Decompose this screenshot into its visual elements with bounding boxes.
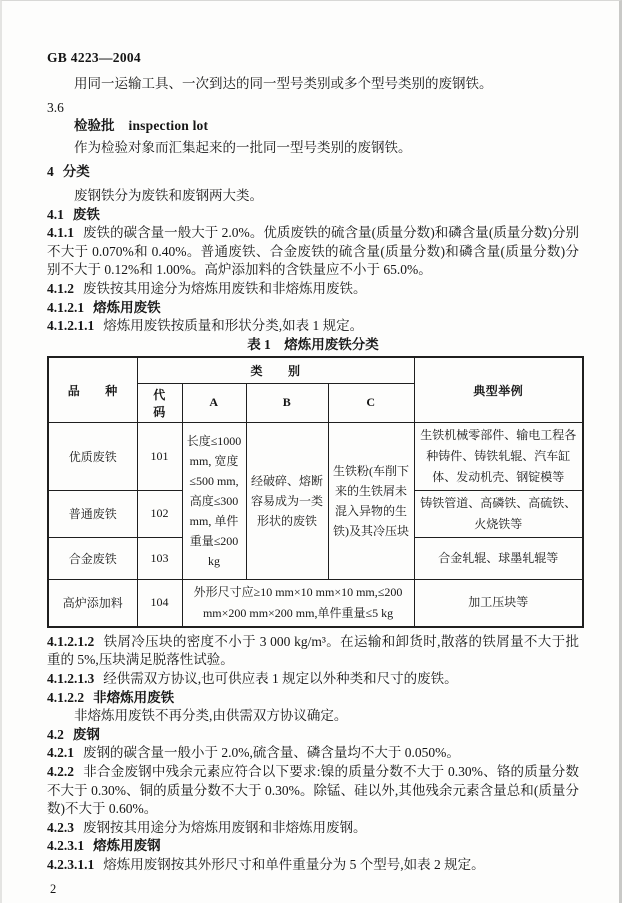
clause-number: 4 (47, 164, 54, 180)
page-content (2, 1, 619, 898)
row-104-size-spec: 外形尺寸应≥10 mm×10 mm×10 mm,≤200 mm×200 mm×200 mm,单件重量≤5 kg (182, 579, 414, 627)
table1-header-row-1 (48, 357, 583, 383)
heading-4-1-2-1-smelting-scrap-iron (47, 299, 579, 318)
table1-header-a: A (182, 383, 246, 422)
clause-number: 4.1.2.1.2 (47, 633, 95, 649)
clause-4-1-2-1-2 (47, 633, 579, 670)
term-title-cn: 检验批 (74, 118, 115, 134)
row-typical-examples: 生铁机械零部件、输电工程各种铸件、铸铁轧辊、汽车缸体、发动机壳、钢锭模等 (414, 422, 583, 490)
heading-title: 废铁 (72, 206, 100, 222)
clause-text: 废铁按其用途分为熔炼用废铁和非熔炼用废铁。 (83, 280, 367, 296)
standard-number: GB 4223—2004 (47, 50, 141, 65)
table1-header-variety: 品 种 (48, 357, 137, 422)
term-title-en: inspection lot (128, 118, 209, 134)
row-code: 102 (137, 490, 182, 537)
clause-number: 4.2.3.1 (47, 838, 85, 854)
clause-number: 4.1.2.1 (47, 299, 85, 315)
clause-number: 4.2 (47, 726, 64, 742)
clause-number: 4.1.2.1.3 (47, 671, 95, 686)
clause-4-2-1 (47, 744, 579, 763)
table-1-caption: 表 1 熔炼用废铁分类 (247, 336, 379, 352)
para-two-classes: 废钢铁分为废铁和废钢两大类。 (74, 187, 263, 203)
heading-4-2-scrap-steel (47, 726, 579, 745)
clause-number: 4.1.2 (47, 280, 74, 296)
clause-4-1-2 (47, 280, 579, 299)
table-row-blast-furnace-additive (48, 579, 583, 627)
table1-header-category: 类 别 (137, 357, 414, 383)
clause-text: 非合金废钢中残余元素应符合以下要求:镍的质量分数不大于 0.30%、铬的质量分数不大于 0.30%、铜的质量分数不大于 0.30%。除锰、硅以外,其他残余元素含量总和(质量分数)不大于 0.60%。 (47, 763, 579, 817)
para-delivery-definition: 用同一运输工具、一次到达的同一型号类别或多个型号类别的废钢铁。 (74, 76, 493, 91)
column-a-size-spec: 长度≤1000 mm, 宽度≤500 mm,高度≤300 mm, 单件重量≤200 kg (182, 422, 246, 579)
table1-header-b: B (246, 383, 328, 422)
row-code: 104 (137, 579, 182, 627)
clause-number: 4.2.3 (47, 819, 74, 835)
heading-title: 非熔炼用废铁 (93, 689, 175, 705)
clause-number: 4.1 (47, 206, 64, 222)
table1-header-typical-examples: 典型举例 (414, 357, 583, 422)
heading-4-classification (47, 163, 579, 182)
table-row-premium-scrap-iron (48, 422, 583, 490)
row-variety: 高炉添加料 (48, 579, 137, 627)
heading-title: 熔炼用废钢 (93, 838, 161, 854)
heading-4-2-3-1-smelting-scrap-steel (47, 837, 579, 856)
row-typical-examples: 铸铁管道、高磷铁、高硫铁、火烧铁等 (414, 490, 583, 537)
clause-4-1-2-1-3 (47, 670, 579, 689)
table1-header-code: 代 码 (137, 383, 182, 422)
term-inspection-lot (47, 117, 579, 136)
clause-text: 熔炼用废铁按质量和形状分类,如表 1 规定。 (103, 318, 364, 334)
clause-3-6-number: 3.6 (47, 99, 64, 115)
clause-text: 熔炼用废钢按其外形尺寸和单件重量分为 5 个型号,如表 2 规定。 (103, 856, 485, 872)
clause-text: 废钢的碳含量一般小于 2.0%,硫含量、磷含量均不大于 0.050%。 (83, 745, 460, 761)
clause-number: 4.1.1 (47, 225, 74, 241)
clause-4-2-3-1-1 (47, 856, 579, 875)
row-variety: 合金废铁 (48, 537, 137, 579)
row-typical-examples: 加工压块等 (414, 579, 583, 627)
row-code: 101 (137, 422, 182, 490)
row-variety: 优质废铁 (48, 422, 137, 490)
row-variety: 普通废铁 (48, 490, 137, 537)
clause-number: 4.1.2.2 (47, 689, 85, 705)
clause-text: 铁屑冷压块的密度不小于 3 000 kg/m³。在运输和卸货时,散落的铁屑量不大于批重的 5%,压块满足脱落性试验。 (47, 633, 579, 668)
table-1-smelting-scrap-iron-classification (47, 356, 584, 628)
heading-title: 废钢 (72, 726, 100, 742)
clause-number: 4.2.1 (47, 745, 74, 761)
clause-4-2-2 (47, 763, 579, 819)
clause-number: 4.2.3.1.1 (47, 856, 95, 872)
row-code: 103 (137, 537, 182, 579)
term-definition: 作为检验对象而汇集起来的一批同一型号类别的废钢铁。 (74, 139, 412, 155)
clause-number: 4.1.2.1.1 (47, 318, 95, 334)
page-number: 2 (50, 881, 57, 896)
column-b-shape-spec: 经破碎、熔断容易成为一类形状的废铁 (246, 422, 328, 579)
row-typical-examples: 合金轧辊、球墨轧辊等 (414, 537, 583, 579)
clause-text: 废钢按其用途分为熔炼用废钢和非熔炼用废钢。 (83, 819, 367, 835)
clause-4-1-1 (47, 224, 579, 280)
clause-4-2-3 (47, 819, 579, 838)
table1-header-c: C (328, 383, 414, 422)
column-c-powder-spec: 生铁粉(车削下来的生铁屑未混入异物的生铁)及其冷压块 (328, 422, 414, 579)
heading-title: 熔炼用废铁 (93, 299, 161, 315)
clause-4-1-2-1-1 (47, 317, 579, 336)
heading-4-1-scrap-iron (47, 206, 579, 225)
heading-title: 分类 (62, 164, 90, 180)
clause-text: 经供需双方协议,也可供应表 1 规定以外种类和尺寸的废铁。 (103, 671, 458, 686)
clause-text: 废铁的碳含量一般大于 2.0%。优质废铁的硫含量(质量分数)和磷含量(质量分数)分别不大于 0.070%和 0.40%。普通废铁、合金废铁的硫含量(质量分数)和磷含量(质量分数)分别不大于 0.12%和 1.00%。高炉添加料的含铁量应不小于 65.0%。 (47, 225, 579, 278)
clause-number: 4.2.2 (47, 763, 74, 779)
heading-4-1-2-2-non-smelting-scrap-iron (47, 689, 579, 708)
para-non-smelting: 非熔炼用废铁不再分类,由供需双方协议确定。 (74, 708, 348, 724)
